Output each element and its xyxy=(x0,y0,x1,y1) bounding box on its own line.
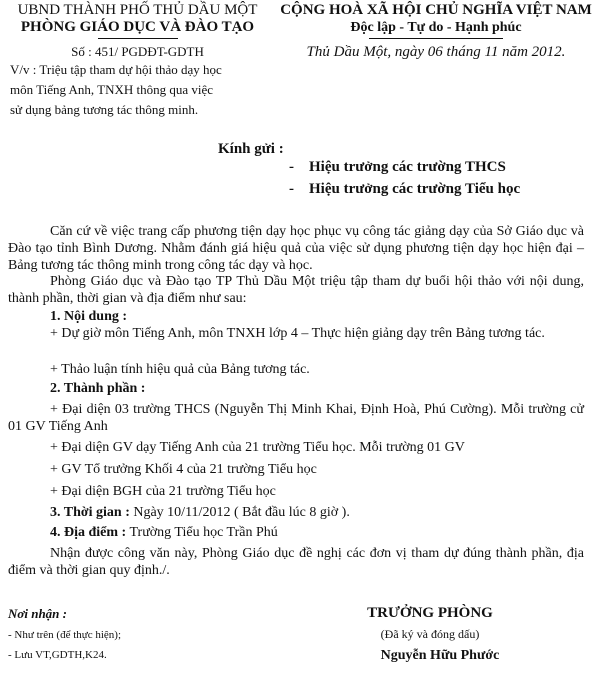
national-motto: Độc lập - Tự do - Hạnh phúc xyxy=(350,20,522,35)
signer-name: Nguyễn Hữu Phước xyxy=(380,648,500,663)
recipient-item-text: Hiệu trưởng các trường THCS xyxy=(309,159,506,175)
place-and-date: Thủ Dầu Một, ngày 06 tháng 11 năm 2012. xyxy=(306,44,566,60)
header-right-rule xyxy=(369,38,503,39)
distribution-item: - Lưu VT,GDTH,K24. xyxy=(8,649,107,661)
section-4 xyxy=(50,524,278,541)
recipient-item-text: Hiệu trưởng các trường Tiểu học xyxy=(309,181,521,197)
distribution-label: Nơi nhận : xyxy=(8,606,67,621)
recipient-item: - Hiệu trưởng các trường THCS xyxy=(289,159,506,175)
section-4-heading: 4. Địa điểm : xyxy=(50,525,127,540)
signed-note: (Đã ký và đóng dấu) xyxy=(380,627,480,641)
distribution-item: - Như trên (để thực hiện); xyxy=(8,629,122,641)
intro-paragraph-1: Căn cứ về việc trang cấp phương tiện dạy học phục vụ công tác giảng dạy của Sở Giáo dục và Đào tạo tỉnh Bình Dương. Nhằm đánh giá hiệu quả của việc sử dụng phương tiện dạy học hiện đại – Bảng tương tác thông minh trong công tác dạy và học. xyxy=(8,224,584,273)
section-2-item: + Đại diện GV dạy Tiếng Anh của 21 trường Tiểu học. Mỗi trường 01 GV xyxy=(50,440,465,455)
section-2-item: + Đại diện BGH của 21 trường Tiểu học xyxy=(50,484,276,499)
subject-line-2: môn Tiếng Anh, TNXH thông qua việc xyxy=(10,82,214,97)
document-number: Số : 451/ PGDĐT-GDTH xyxy=(71,44,204,59)
section-3-heading: 3. Thời gian : xyxy=(50,505,130,520)
issuer-city: UBND THÀNH PHỐ THỦ DẦU MỘT xyxy=(17,2,258,18)
intro-paragraph-2: Phòng Giáo dục và Đào tạo TP Thủ Dầu Một triệu tập tham dự buổi hội thảo với nội dung, thành phần, thời gian và địa điểm như sau: xyxy=(8,274,584,306)
recipients-label: Kính gửi : xyxy=(218,141,284,157)
closing-paragraph: Nhận được công văn này, Phòng Giáo dục đề nghị các đơn vị tham dự đúng thành phần, địa điểm và thời gian quy định./. xyxy=(8,546,584,578)
section-2-item: + Đại diện 03 trường THCS (Nguyễn Thị Minh Khai, Định Hoà, Phú Cường). Mỗi trường cử 01 GV Tiếng Anh xyxy=(8,402,584,434)
section-4-text: Trường Tiểu học Trần Phú xyxy=(126,525,278,540)
section-1-item: + Dự giờ môn Tiếng Anh, môn TNXH lớp 4 – Thực hiện giảng dạy trên Bảng tương tác. xyxy=(50,326,545,341)
subject-line-1: V/v : Triệu tập tham dự hội thảo dạy học xyxy=(10,62,222,77)
header-left-rule xyxy=(98,38,178,39)
section-2-heading: 2. Thành phần : xyxy=(50,381,146,396)
issuer-department: PHÒNG GIÁO DỤC VÀ ĐÀO TẠO xyxy=(20,19,255,35)
section-3-text: Ngày 10/11/2012 ( Bắt đầu lúc 8 giờ ). xyxy=(129,505,350,520)
signer-title: TRƯỞNG PHÒNG xyxy=(367,605,493,621)
section-3 xyxy=(50,504,350,521)
section-1-item: + Thảo luận tính hiệu quả của Bảng tương tác. xyxy=(50,362,310,377)
section-1-heading: 1. Nội dung : xyxy=(50,309,128,324)
recipient-item: - Hiệu trưởng các trường Tiểu học xyxy=(289,181,521,197)
section-2-item: + GV Tổ trưởng Khối 4 của 21 trường Tiểu học xyxy=(50,462,317,477)
subject-line-3: sử dụng bảng tương tác thông minh. xyxy=(10,102,199,117)
nation-title: CỘNG HOÀ XÃ HỘI CHỦ NGHĨA VIỆT NAM xyxy=(280,2,592,18)
